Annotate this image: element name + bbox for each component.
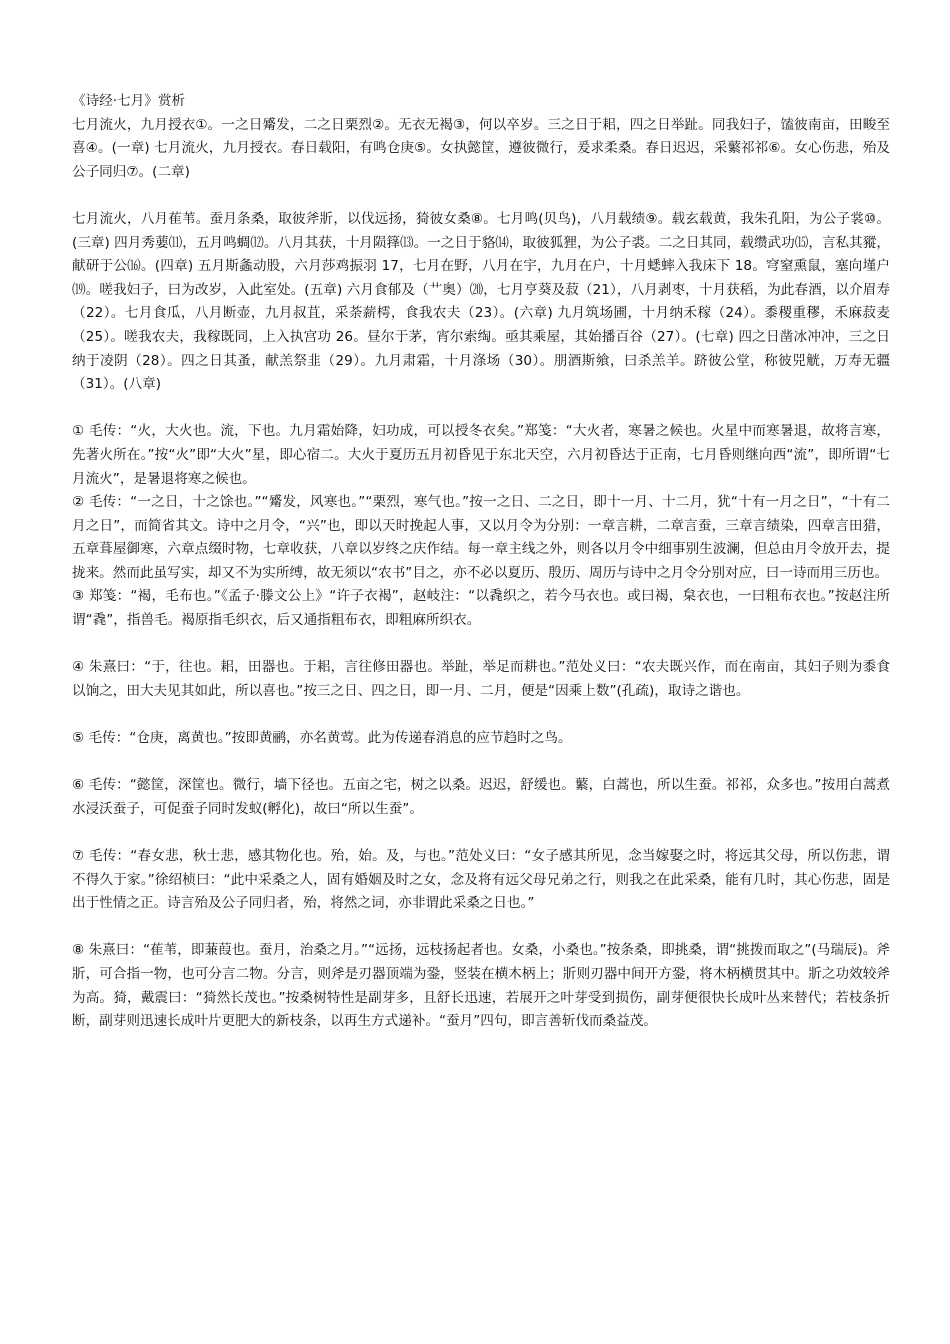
note-7: ⑦ 毛传：“春女悲，秋士悲，感其物化也。殆，始。及，与也。”范处义曰：“女子感其所见，念当嫁娶之时，将远其父母，所以伤悲，谓不得久于家。”徐绍桢曰：“此中采桑之人，固有婚姻及时之女，念及将有远父母兄弟之行，则我之在此采桑，能有几时，其心伤悲，固是出于性情之正。诗言殆及公子同归者，殆，将然之词，亦非谓此采桑之日也。” xyxy=(72,848,890,912)
note-2: ② 毛传：“一之日，十之馀也。”“觱发，风寒也。”“栗烈，寒气也。”按一之日、二之日，即十一月、十二月，犹“十有一月之日”，“十有二月之日”，而简省其文。诗中之月令，“兴”也，即以天时挽起人事，又以月令为分别：一章言耕，二章言蚕，三章言绩染，四章言田猎，五章葺屋御寒，六章点缀时物，七章收获，八章以岁终之庆作结。每一章主线之外，则各以月令中细事别生波澜，但总由月令放开去，提拢来。然而此虽写实，却又不为实所缚，故无须以“农书”目之，亦不必以夏历、殷历、周历与诗中之月令分别对应，曰一诗而用三历也。 xyxy=(72,494,890,581)
note-3: ③ 郑笺：“褐，毛布也。”《孟子·滕文公上》“许子衣褐”，赵岐注：“以毳织之，若今马衣也。或曰褐，枲衣也，一曰粗布衣也。”按赵注所谓“毳”，指兽毛。褐原指毛织衣，后又通指粗布衣，即粗麻所织衣。 xyxy=(72,588,890,629)
paragraph-gap xyxy=(72,703,890,727)
poem-stanzas-1-2: 七月流火，九月授衣①。一之日觱发，二之日栗烈②。无衣无褐③，何以卒岁。三之日于耜，四之日举趾。同我妇子，馌彼南亩，田畯至喜④。(一章) 七月流火，九月授衣。春日载阳，有鸣仓庚⑤。女执懿筐，遵彼微行，爰求柔桑。春日迟迟，采蘩祁祁⑥。女心伤悲，殆及公子同归⑦。(二章) xyxy=(72,116,890,180)
note-8: ⑧ 朱熹曰：“萑苇，即蒹葭也。蚕月，治桑之月。”“远扬，远枝扬起者也。女桑，小桑也。”按条桑，即挑桑，谓“挑拨而取之”(马瑞辰)。斧斨，可合指一物，也可分言二物。分言，则斧是刃器顶端为銎，竖装在横木柄上；斨则刃器中间开方銎，将木柄横贯其中。斨之功效较斧为高。猗，戴震曰：“猗然长茂也。”按桑树特性是副芽多，且舒长迅速，若展开之叶芽受到损伤，副芽便很快长成叶丛来替代；若枝条折断，副芽则迅速长成叶片更肥大的新枝条，以再生方式递补。“蚕月”四句，即言善斩伐而桑益茂。 xyxy=(72,942,890,1030)
paragraph-gap xyxy=(72,633,890,657)
note-1: ① 毛传：“火，大火也。流，下也。九月霜始降，妇功成，可以授冬衣矣。”郑笺：“大火者，寒暑之候也。火星中而寒暑退，故将言寒，先著火所在。”按“火”即“大火”星，即心宿二。大火于夏历五月初昏见于东北天空，六月初昏达于正南，七月昏则继向西“流”，即所谓“七月流火”，是暑退将寒之候也。 xyxy=(72,423,890,487)
paragraph-gap xyxy=(72,751,890,775)
note-5: ⑤ 毛传：“仓庚，离黄也。”按即黄鹂，亦名黄莺。此为传递春消息的应节趋时之鸟。 xyxy=(72,730,572,747)
paragraph-gap xyxy=(72,821,890,845)
note-4: ④ 朱熹曰：“于，往也。耜，田器也。于耜，言往修田器也。举趾，举足而耕也。”范处义曰：“农夫既兴作，而在南亩，其妇子则为黍食以饷之，田大夫见其如此，所以喜也。”按三之日、四之日，即一月、二月，便是“因乘上数”(孔疏)，取诗之谐也。 xyxy=(72,659,890,699)
paragraph-gap xyxy=(72,916,890,940)
note-6: ⑥ 毛传：“懿筐，深筐也。微行，墙下径也。五亩之宅，树之以桑。迟迟，舒缓也。蘩，白蒿也，所以生蚕。祁祁，众多也。”按用白蒿煮水浸沃蚕子，可促蚕子同时发蚁(孵化)，故曰“所以生蚕”。 xyxy=(72,777,890,817)
document-title: 《诗经·七月》赏析 xyxy=(72,93,186,109)
poem-stanzas-3-8: 七月流火，八月萑苇。蚕月条桑，取彼斧斨，以伐远扬，猗彼女桑⑧。七月鸣(贝鸟)，八月载绩⑨。载玄载黄，我朱孔阳，为公子裳⑩。(三章) 四月秀葽⑾，五月鸣蜩⑿。八月其获，十月陨箨⒀。一之日于貉⒁，取彼狐狸，为公子裘。二之日其同，载缵武功⒂，言私其豵，献研于公⒃。(四章) 五月斯螽动股，六月莎鸡振羽 17，七月在野，八月在宇，九月在户，十月蟋蟀入我床下 18。穹窒熏鼠，塞向墐户⒆。嗟我妇子，曰为改岁，入此室处。(五章) 六月食郁及（艹奥）⒇，七月亨葵及菽（21），八月剥枣，十月获稻，为此春酒，以介眉寿（22）。七月食瓜，八月断壶，九月叔苴，采荼薪樗，食我农夫（23）。(六章) 九月筑场圃，十月纳禾稼（24）。黍稷重穋，禾麻菽麦（25）。嗟我农夫，我稼既同，上入执宫功 26。昼尔于茅，宵尔索绹。亟其乘屋，其始播百谷（27）。(七章) 四之日凿冰冲冲，三之日纳于凌阴（28）。四之日其蚤，献羔祭韭（29）。九月肃霜，十月涤场（30）。朋酒斯飨，曰杀羔羊。跻彼公堂，称彼兕觥，万寿无疆（31）。(八章) xyxy=(72,210,890,393)
paragraph-gap xyxy=(72,184,890,208)
paragraph-gap xyxy=(72,397,890,421)
document-page xyxy=(72,90,890,1034)
